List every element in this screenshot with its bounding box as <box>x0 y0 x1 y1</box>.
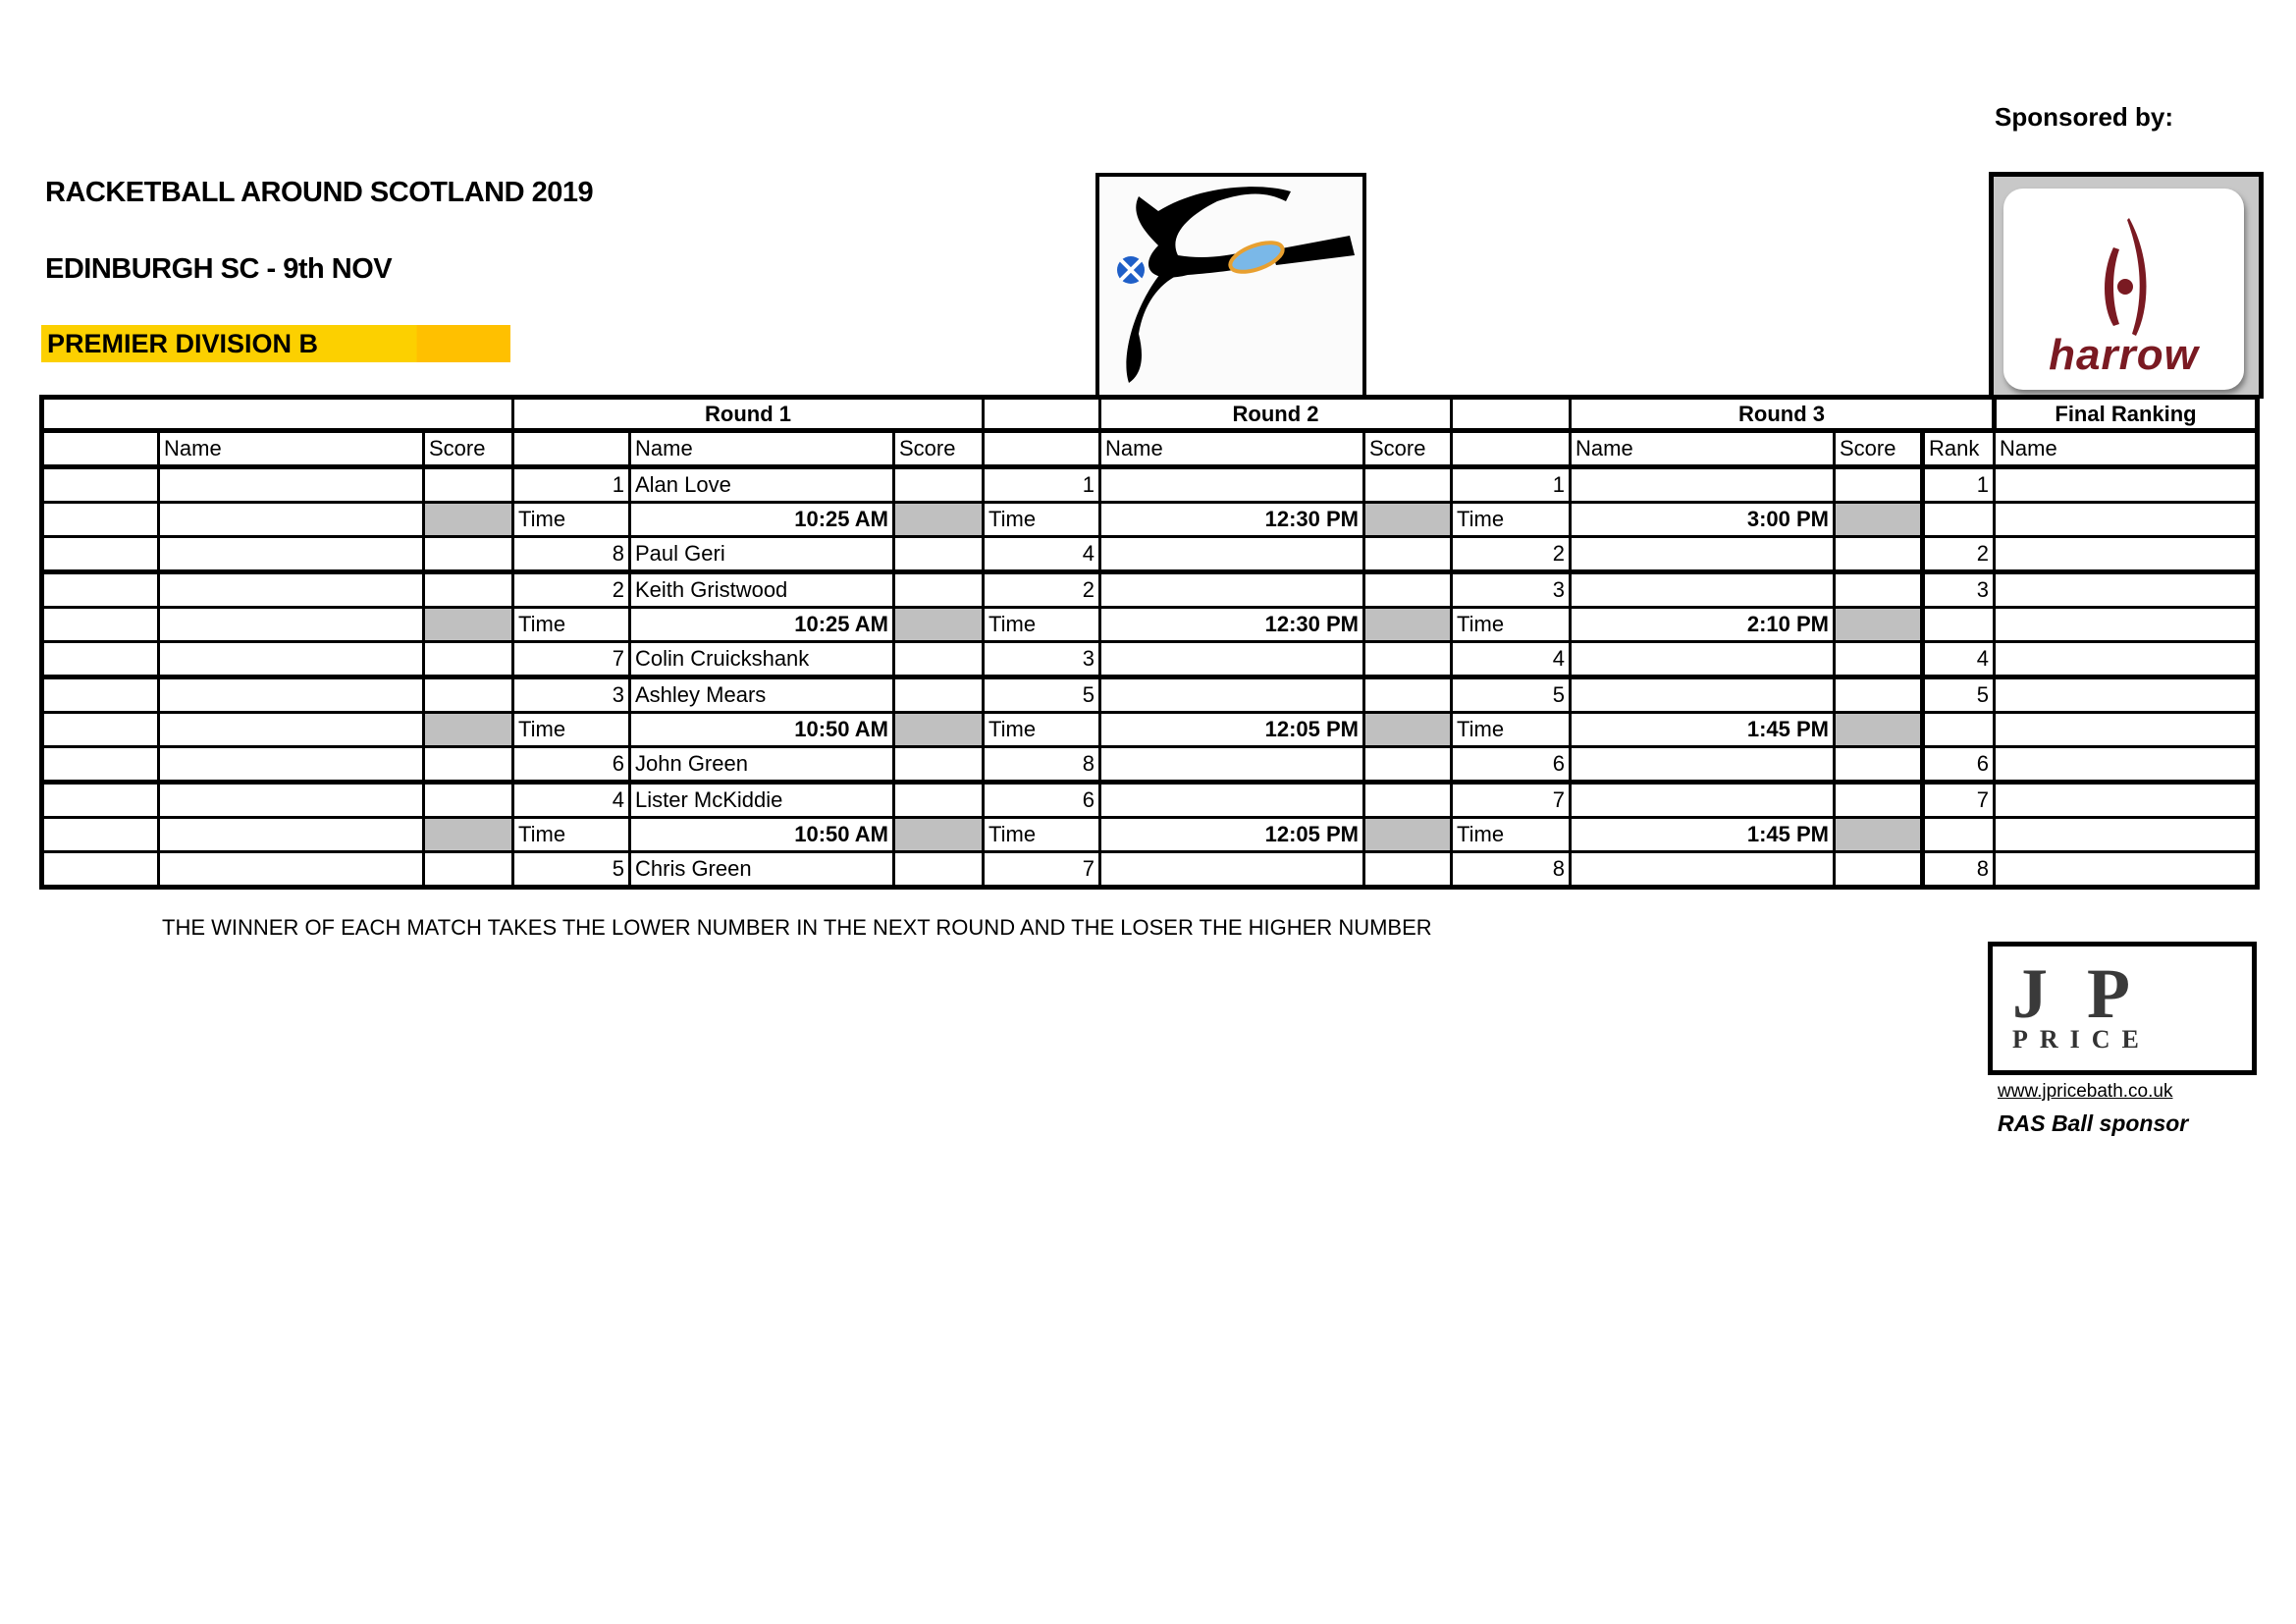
player-name[interactable] <box>1100 677 1364 713</box>
score-cell <box>424 503 513 537</box>
seed-cell <box>42 608 159 642</box>
score-cell-disabled <box>1364 503 1452 537</box>
final-name-cell[interactable] <box>1995 537 2258 572</box>
name-cell[interactable] <box>159 713 424 747</box>
ras-logo <box>1095 173 1366 399</box>
seed-number: 2 <box>984 572 1100 608</box>
time-label: Time <box>984 503 1100 537</box>
name-cell[interactable] <box>159 783 424 818</box>
column-header <box>42 431 159 467</box>
seed-cell <box>42 503 159 537</box>
time-label: Time <box>1452 503 1571 537</box>
player-name[interactable] <box>1571 783 1835 818</box>
match-time: 1:45 PM <box>1571 818 1835 852</box>
name-cell[interactable] <box>159 818 424 852</box>
seed-number: 8 <box>1452 852 1571 888</box>
bracket-row <box>42 783 2258 818</box>
final-name-cell[interactable] <box>1995 608 2258 642</box>
column-header: Score <box>424 431 513 467</box>
score-cell[interactable] <box>1835 572 1923 608</box>
seed-cell <box>42 642 159 677</box>
column-header <box>513 431 630 467</box>
column-header <box>984 431 1100 467</box>
final-name-cell[interactable] <box>1995 818 2258 852</box>
rank-number <box>1923 818 1995 852</box>
seed-number: 7 <box>513 642 630 677</box>
final-name-cell[interactable] <box>1995 713 2258 747</box>
bracket-row <box>42 747 2258 783</box>
seed-number: 6 <box>513 747 630 783</box>
score-cell-disabled <box>1835 503 1923 537</box>
player-name[interactable] <box>1100 572 1364 608</box>
seed-number: 1 <box>984 467 1100 503</box>
score-cell[interactable] <box>894 677 984 713</box>
time-label: Time <box>984 608 1100 642</box>
score-cell-disabled <box>1364 608 1452 642</box>
seed-number: 3 <box>1452 572 1571 608</box>
player-name[interactable] <box>1571 467 1835 503</box>
seed-cell <box>42 818 159 852</box>
bracket-row <box>42 677 2258 713</box>
column-header: Name <box>630 431 894 467</box>
score-cell[interactable] <box>894 747 984 783</box>
group-header-round-2: Round 2 <box>1100 398 1452 431</box>
name-cell[interactable] <box>159 572 424 608</box>
seed-cell <box>42 677 159 713</box>
seed-cell <box>42 747 159 783</box>
column-header-row <box>42 431 2258 467</box>
sponsored-by-label: Sponsored by: <box>1995 102 2174 132</box>
player-name[interactable] <box>1571 572 1835 608</box>
name-cell[interactable] <box>159 747 424 783</box>
score-cell[interactable] <box>894 467 984 503</box>
bracket-row <box>42 852 2258 888</box>
score-cell[interactable] <box>1835 537 1923 572</box>
group-header-round-1: Round 1 <box>513 398 984 431</box>
player-name[interactable] <box>1100 537 1364 572</box>
score-cell[interactable] <box>1835 852 1923 888</box>
score-cell[interactable] <box>1364 677 1452 713</box>
player-name[interactable]: Keith Gristwood <box>630 572 894 608</box>
score-cell[interactable] <box>894 537 984 572</box>
match-time: 10:25 AM <box>630 503 894 537</box>
column-header: Score <box>894 431 984 467</box>
column-header: Score <box>1835 431 1923 467</box>
score-cell-disabled <box>894 503 984 537</box>
seed-number: 2 <box>1452 537 1571 572</box>
score-cell[interactable] <box>894 572 984 608</box>
bracket-row <box>42 713 2258 747</box>
time-label: Time <box>513 503 630 537</box>
rank-number: 3 <box>1923 572 1995 608</box>
final-name-cell[interactable] <box>1995 572 2258 608</box>
player-name[interactable]: Colin Cruickshank <box>630 642 894 677</box>
group-header-final-ranking: Final Ranking <box>1995 398 2258 431</box>
player-name[interactable]: Ashley Mears <box>630 677 894 713</box>
seed-number: 4 <box>984 537 1100 572</box>
group-header-round-3: Round 3 <box>1571 398 1995 431</box>
bracket-row <box>42 503 2258 537</box>
seed-cell <box>42 783 159 818</box>
score-cell[interactable] <box>1364 747 1452 783</box>
jp-price-caption: RAS Ball sponsor <box>1998 1110 2189 1136</box>
score-cell-disabled <box>894 713 984 747</box>
final-name-cell[interactable] <box>1995 503 2258 537</box>
bracket-rule-note: THE WINNER OF EACH MATCH TAKES THE LOWER NUMBER IN THE NEXT ROUND AND THE LOSER THE HIGHER NUMBER <box>162 915 1432 940</box>
name-cell[interactable] <box>159 677 424 713</box>
rank-number <box>1923 608 1995 642</box>
score-cell <box>424 608 513 642</box>
bracket-row <box>42 818 2258 852</box>
score-cell[interactable] <box>1835 747 1923 783</box>
score-cell[interactable] <box>424 467 513 503</box>
score-cell[interactable] <box>1835 642 1923 677</box>
player-name[interactable] <box>1571 537 1835 572</box>
rank-number: 4 <box>1923 642 1995 677</box>
time-label: Time <box>1452 608 1571 642</box>
score-cell[interactable] <box>424 852 513 888</box>
seed-cell <box>42 852 159 888</box>
player-name[interactable]: Chris Green <box>630 852 894 888</box>
rank-number: 2 <box>1923 537 1995 572</box>
score-cell-disabled <box>1364 818 1452 852</box>
match-time: 3:00 PM <box>1571 503 1835 537</box>
seed-number: 1 <box>1452 467 1571 503</box>
division-label: PREMIER DIVISION B <box>47 329 319 358</box>
harrow-wordmark: harrow <box>2049 331 2199 379</box>
score-cell[interactable] <box>1364 572 1452 608</box>
player-name[interactable] <box>1100 467 1364 503</box>
score-cell[interactable] <box>1835 467 1923 503</box>
column-header: Score <box>1364 431 1452 467</box>
player-name[interactable] <box>1571 642 1835 677</box>
time-label: Time <box>984 713 1100 747</box>
bracket-row <box>42 537 2258 572</box>
seed-number: 3 <box>984 642 1100 677</box>
seed-cell <box>42 537 159 572</box>
player-name[interactable]: Alan Love <box>630 467 894 503</box>
score-cell-disabled <box>894 608 984 642</box>
name-cell[interactable] <box>159 537 424 572</box>
group-header-blank <box>1452 398 1571 431</box>
seed-number: 8 <box>513 537 630 572</box>
score-cell[interactable] <box>424 537 513 572</box>
column-header: Name <box>1571 431 1835 467</box>
match-time: 12:30 PM <box>1100 503 1364 537</box>
player-name[interactable] <box>1571 852 1835 888</box>
column-header <box>1452 431 1571 467</box>
score-cell[interactable] <box>424 747 513 783</box>
seed-number: 1 <box>513 467 630 503</box>
division-banner <box>41 325 510 362</box>
jp-price-link[interactable]: www.jpricebath.co.uk <box>1998 1081 2173 1102</box>
seed-number: 7 <box>984 852 1100 888</box>
score-cell[interactable] <box>424 783 513 818</box>
player-name[interactable] <box>1100 783 1364 818</box>
score-cell[interactable] <box>1835 677 1923 713</box>
seed-cell <box>42 572 159 608</box>
jp-price-logo: JP PRICE <box>1988 942 2257 1075</box>
score-cell[interactable] <box>1364 642 1452 677</box>
seed-number: 6 <box>984 783 1100 818</box>
score-cell[interactable] <box>894 642 984 677</box>
rank-number: 5 <box>1923 677 1995 713</box>
column-header: Name <box>1995 431 2258 467</box>
score-cell[interactable] <box>1835 783 1923 818</box>
bracket-row <box>42 572 2258 608</box>
time-label: Time <box>1452 713 1571 747</box>
name-cell[interactable] <box>159 852 424 888</box>
match-time: 12:05 PM <box>1100 818 1364 852</box>
match-time: 10:50 AM <box>630 713 894 747</box>
name-cell[interactable] <box>159 503 424 537</box>
rank-number: 6 <box>1923 747 1995 783</box>
seed-number: 3 <box>513 677 630 713</box>
seed-number: 5 <box>984 677 1100 713</box>
seed-number: 2 <box>513 572 630 608</box>
final-name-cell[interactable] <box>1995 747 2258 783</box>
group-header-blank <box>42 398 513 431</box>
score-cell[interactable] <box>1364 467 1452 503</box>
column-header: Name <box>159 431 424 467</box>
score-cell[interactable] <box>1364 537 1452 572</box>
rank-number <box>1923 713 1995 747</box>
score-cell <box>424 818 513 852</box>
player-name[interactable]: John Green <box>630 747 894 783</box>
rank-number <box>1923 503 1995 537</box>
score-cell <box>424 713 513 747</box>
player-name[interactable] <box>1100 852 1364 888</box>
time-label: Time <box>513 713 630 747</box>
player-name[interactable] <box>1571 747 1835 783</box>
rank-number: 1 <box>1923 467 1995 503</box>
score-cell-disabled <box>1835 713 1923 747</box>
final-name-cell[interactable] <box>1995 852 2258 888</box>
seed-number: 4 <box>513 783 630 818</box>
seed-number: 5 <box>1452 677 1571 713</box>
score-cell[interactable] <box>424 642 513 677</box>
score-cell-disabled <box>1835 818 1923 852</box>
time-label: Time <box>513 608 630 642</box>
score-cell[interactable] <box>1364 783 1452 818</box>
seed-number: 5 <box>513 852 630 888</box>
seed-number: 4 <box>1452 642 1571 677</box>
match-time: 10:25 AM <box>630 608 894 642</box>
time-label: Time <box>984 818 1100 852</box>
seed-cell <box>42 713 159 747</box>
bracket-row <box>42 467 2258 503</box>
time-label: Time <box>1452 818 1571 852</box>
column-header: Name <box>1100 431 1364 467</box>
player-name[interactable]: Paul Geri <box>630 537 894 572</box>
time-label: Time <box>513 818 630 852</box>
player-name[interactable] <box>1100 642 1364 677</box>
match-time: 1:45 PM <box>1571 713 1835 747</box>
score-cell[interactable] <box>894 852 984 888</box>
player-name[interactable] <box>1100 747 1364 783</box>
player-name[interactable] <box>1571 677 1835 713</box>
score-cell-disabled <box>894 818 984 852</box>
final-name-cell[interactable] <box>1995 642 2258 677</box>
group-header-row <box>42 398 2258 431</box>
score-cell[interactable] <box>1364 852 1452 888</box>
harrow-logo <box>1989 172 2264 399</box>
score-cell[interactable] <box>894 783 984 818</box>
event-subtitle: EDINBURGH SC - 9th NOV <box>45 253 393 285</box>
name-cell[interactable] <box>159 642 424 677</box>
name-cell[interactable] <box>159 467 424 503</box>
final-name-cell[interactable] <box>1995 677 2258 713</box>
score-cell[interactable] <box>424 572 513 608</box>
event-title: RACKETBALL AROUND SCOTLAND 2019 <box>45 177 594 208</box>
group-header-blank <box>984 398 1100 431</box>
name-cell[interactable] <box>159 608 424 642</box>
bracket-table <box>39 395 2260 890</box>
seed-number: 6 <box>1452 747 1571 783</box>
score-cell[interactable] <box>424 677 513 713</box>
match-time: 12:30 PM <box>1100 608 1364 642</box>
seed-number: 7 <box>1452 783 1571 818</box>
bracket-row <box>42 642 2258 677</box>
bracket-row <box>42 608 2258 642</box>
column-header: Rank <box>1923 431 1995 467</box>
rank-number: 8 <box>1923 852 1995 888</box>
match-time: 10:50 AM <box>630 818 894 852</box>
rank-number: 7 <box>1923 783 1995 818</box>
final-name-cell[interactable] <box>1995 783 2258 818</box>
seed-cell <box>42 467 159 503</box>
final-name-cell[interactable] <box>1995 467 2258 503</box>
score-cell-disabled <box>1835 608 1923 642</box>
match-time: 12:05 PM <box>1100 713 1364 747</box>
seed-number: 8 <box>984 747 1100 783</box>
score-cell-disabled <box>1364 713 1452 747</box>
player-name[interactable]: Lister McKiddie <box>630 783 894 818</box>
match-time: 2:10 PM <box>1571 608 1835 642</box>
